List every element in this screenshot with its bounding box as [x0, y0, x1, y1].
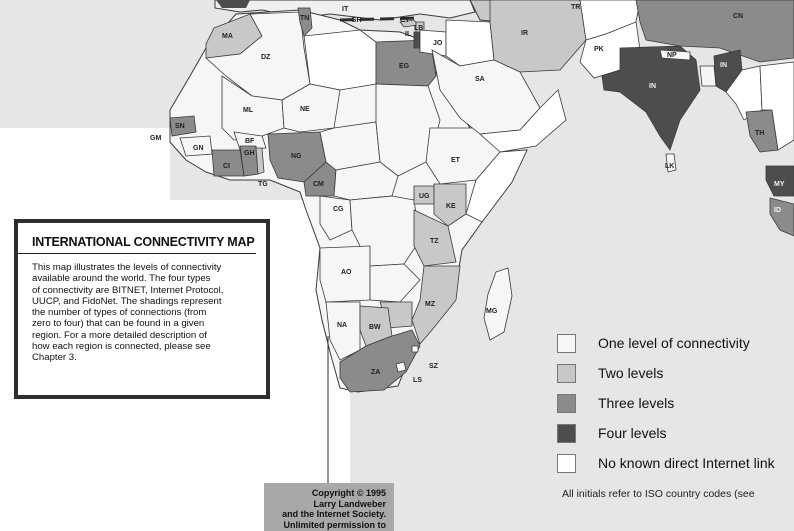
label-lk: LK — [665, 163, 675, 170]
legend-swatch-three-levels — [557, 394, 576, 413]
label-mz: MZ — [425, 301, 436, 308]
info-line: This map illustrates the levels of connectivity — [32, 262, 222, 273]
label-ne: NE — [300, 106, 310, 113]
legend-swatch-no-link — [557, 454, 576, 473]
label-cm: CM — [313, 181, 324, 188]
legend-label: One level of connectivity — [598, 335, 750, 351]
info-box-text — [18, 254, 266, 364]
legend-swatch-two-levels — [557, 364, 576, 383]
label-gh: GH — [244, 150, 255, 157]
label-bd: BD — [703, 74, 714, 81]
info-line: UUCP, and FidoNet. The shadings represent — [32, 295, 222, 307]
copyright-line: and the Internet Society. — [282, 509, 386, 519]
europe-dark-patch — [216, 0, 250, 8]
label-th: TH — [755, 130, 765, 137]
label-ls: LS — [413, 377, 422, 384]
legend-item-two-levels — [557, 362, 663, 384]
copyright-line: Copyright © 1995 — [311, 488, 386, 498]
label-gr: GR — [351, 17, 362, 24]
label-na: NA — [337, 322, 348, 329]
label-gm: GM — [150, 135, 162, 142]
country-iraq — [446, 20, 494, 66]
legend-label: Three levels — [598, 395, 675, 411]
label-il: IL — [405, 31, 412, 38]
info-line: of connectivity are BITNET, Internet Protocol, — [32, 284, 224, 296]
copyright-line: Unlimited permission to — [283, 519, 386, 530]
info-box-title: INTERNATIONAL CONNECTIVITY MAP — [18, 223, 256, 254]
label-id: ID — [774, 207, 781, 214]
label-ug: UG — [419, 193, 430, 200]
info-line: region. For a more detailed description of — [32, 329, 207, 341]
copyright-panel — [264, 483, 394, 531]
label-ir: IR — [521, 30, 528, 37]
country-israel — [414, 32, 420, 48]
label-cn: CN — [733, 13, 744, 20]
label-bf: BF — [245, 138, 255, 145]
label-mg: MG — [486, 308, 498, 315]
legend-label: No known direct Internet link — [598, 455, 775, 471]
legend-label: Two levels — [598, 365, 664, 381]
legend-swatch-four-levels — [557, 424, 576, 443]
legend-item-no-link — [557, 452, 775, 474]
label-tr: TR — [571, 4, 581, 11]
label-gn: GN — [193, 145, 204, 152]
label-in2: IN — [720, 62, 727, 69]
label-dz: DZ — [261, 54, 271, 61]
info-line: how each region is connected, please see — [32, 341, 211, 353]
legend-label: Four levels — [598, 425, 667, 441]
legend-item-one-level — [557, 332, 750, 354]
label-sn: SN — [175, 123, 185, 130]
label-ci: CI — [223, 163, 230, 170]
label-tg: TG — [258, 181, 268, 188]
label-bw: BW — [369, 324, 381, 331]
info-line: Chapter 3. — [32, 352, 77, 364]
label-ma: MA — [222, 33, 233, 40]
label-ng: NG — [291, 153, 302, 160]
label-za: ZA — [371, 369, 381, 376]
label-sz: SZ — [429, 363, 438, 370]
label-np: NP — [667, 52, 677, 59]
label-it: IT — [342, 6, 349, 13]
country-libya — [304, 30, 376, 90]
label-ke: KE — [446, 203, 456, 210]
info-line: zero to four) that can be found in a given — [32, 318, 205, 330]
label-ml: ML — [243, 107, 254, 114]
label-cy: CY — [400, 17, 410, 24]
country-swaziland — [412, 346, 418, 352]
info-line: available around the world. The four types — [32, 273, 211, 285]
country-lesotho — [396, 362, 406, 372]
label-ao: AO — [341, 269, 352, 276]
label-my: MY — [774, 181, 785, 188]
label-cg: CG — [333, 206, 344, 213]
legend-swatch-one-level — [557, 334, 576, 353]
copyright-line: Larry Landweber — [313, 498, 386, 509]
info-line: the number of types of connections (from — [32, 307, 207, 319]
info-box — [14, 219, 270, 399]
label-tn: TN — [300, 15, 310, 22]
legend-item-three-levels — [557, 392, 674, 414]
label-tz: TZ — [430, 238, 439, 245]
footnote: All initials refer to ISO country codes (see — [562, 488, 755, 500]
label-lb: LB — [414, 25, 424, 32]
label-sa: SA — [475, 76, 485, 83]
country-chad — [320, 122, 380, 170]
label-eg: EG — [399, 63, 410, 70]
label-et: ET — [451, 157, 460, 164]
label-jo: JO — [433, 40, 443, 47]
legend-item-four-levels — [557, 422, 666, 444]
label-pk: PK — [594, 46, 604, 53]
label-in: IN — [649, 83, 656, 90]
